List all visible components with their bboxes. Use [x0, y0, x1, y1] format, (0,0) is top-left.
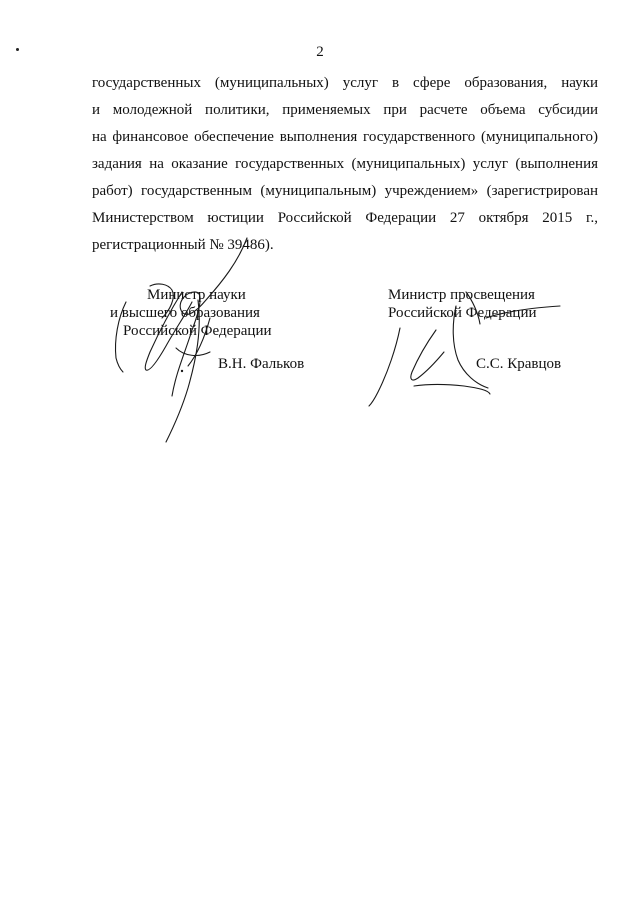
signatory-right-title-2: Российской Федерации — [388, 305, 537, 321]
body-line: государственных (муниципальных) услуг в сфере образования, науки — [92, 75, 598, 91]
signatory-right-title-1: Министр просвещения — [388, 287, 535, 303]
body-line: задания на оказание государственных (муниципальных) услуг (выполнения — [92, 156, 598, 172]
body-paragraph — [92, 70, 598, 259]
body-line: и молодежной политики, применяемых при расчете объема субсидии — [92, 102, 598, 118]
handwritten-signature-left — [115, 238, 247, 442]
body-line: регистрационный № 39486). — [92, 237, 274, 253]
signatory-left-title-2: и высшего образования — [110, 305, 260, 321]
page-number: 2 — [316, 44, 324, 60]
body-line: на финансовое обеспечение выполнения государственного (муниципального) — [92, 129, 598, 145]
signatory-right-name: С.С. Кравцов — [476, 356, 562, 372]
body-line: Министерством юстиции Российской Федерации 27 октября 2015 г., — [92, 210, 598, 226]
signatory-left-name: В.Н. Фальков — [218, 356, 305, 372]
signatory-left-title-1: Министр науки — [147, 287, 246, 303]
ink-dot — [181, 370, 183, 372]
body-line: работ) государственным (муниципальным) учреждением» (зарегистрирован — [92, 183, 598, 199]
signatory-left-title-3: Российской Федерации — [123, 323, 272, 339]
